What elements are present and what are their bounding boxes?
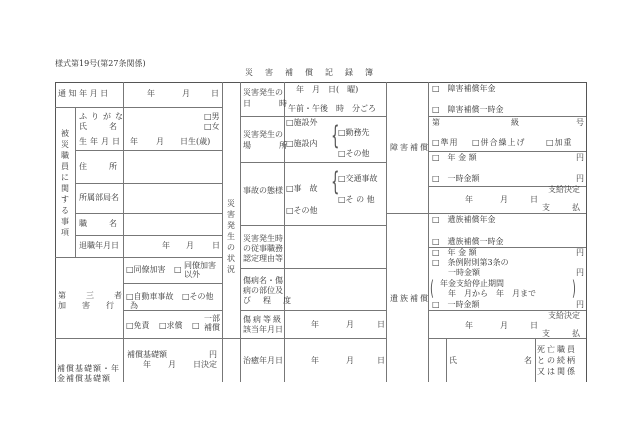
grid-line bbox=[535, 338, 536, 382]
name-label: 氏 名 bbox=[79, 122, 119, 131]
base-label-2: 金補償基礎額 bbox=[57, 374, 111, 383]
tp-partial-label: 一部補償 bbox=[204, 314, 220, 332]
pay-decision-label: 支給決定 bbox=[548, 185, 580, 194]
cure-date-year[interactable]: 年 bbox=[311, 356, 319, 365]
grid-line bbox=[55, 338, 222, 339]
base-value-unit: 円 bbox=[209, 350, 217, 359]
bracket-right-icon: ) bbox=[571, 276, 576, 300]
grid-line bbox=[75, 235, 222, 236]
grade-date-month[interactable]: 月 bbox=[346, 320, 354, 329]
recipient-name-label: 氏 bbox=[449, 356, 457, 365]
dis-annual-checkbox[interactable]: □ 年 金 額 bbox=[432, 153, 477, 162]
grid-line bbox=[586, 82, 587, 382]
grade-merge-checkbox[interactable]: □併合繰上げ bbox=[472, 138, 526, 147]
sur-pay-month[interactable]: 月 bbox=[500, 321, 508, 330]
grid-line bbox=[222, 82, 223, 382]
grid-line bbox=[240, 310, 386, 311]
base-value-label: 補償基礎額 bbox=[127, 350, 167, 359]
third-party-label: 第 三 者 bbox=[58, 291, 128, 300]
dis-lumpsum-checkbox[interactable]: □ 一時金額 bbox=[432, 174, 480, 183]
mode-accident-checkbox[interactable]: □事 故 bbox=[286, 184, 318, 193]
base-label-1: 補償基礎額・年 bbox=[57, 364, 120, 373]
grid-line bbox=[428, 116, 586, 117]
duty-label-3: 認定理由等 bbox=[243, 254, 283, 263]
notice-date-month[interactable]: 月 bbox=[182, 89, 190, 98]
yen-unit: 円 bbox=[576, 174, 584, 183]
mode-other-sub-checkbox[interactable]: □そ の 他 bbox=[338, 195, 375, 204]
incident-group-label: 災害発生の状況 bbox=[227, 199, 235, 274]
cure-date-month[interactable]: 月 bbox=[346, 356, 354, 365]
grade-prefix: 第 bbox=[432, 118, 440, 127]
place-label: 災害発生の bbox=[243, 130, 283, 139]
place-label-2: 場 所 bbox=[243, 141, 291, 150]
grid-line bbox=[123, 283, 222, 284]
retire-month[interactable]: 月 bbox=[186, 241, 194, 250]
sur-pension-checkbox[interactable]: □ 遺族補償年金 bbox=[432, 215, 496, 224]
furigana-label: ふりがな bbox=[79, 112, 127, 121]
grade-mid: 級 bbox=[511, 118, 519, 127]
grade-date-label: 傷病等級 bbox=[243, 315, 283, 324]
sur-pay-year[interactable]: 年 bbox=[465, 321, 473, 330]
mode-other-checkbox[interactable]: □その他 bbox=[286, 206, 318, 215]
position-label: 職 名 bbox=[79, 219, 119, 228]
tp-non-colleague-label: 同僚加害以外 bbox=[184, 261, 216, 279]
grid-line bbox=[75, 213, 222, 214]
gender-male-checkbox[interactable]: □男 bbox=[204, 112, 220, 121]
injury-label-2: 病の部位及 bbox=[243, 286, 283, 295]
tp-car-accident-checkbox[interactable]: □自動車事故 bbox=[126, 292, 174, 301]
sur-ordinance-checkbox[interactable]: □ 条例附則第3条の bbox=[432, 258, 509, 267]
injury-label-3: び 程 度 bbox=[243, 296, 293, 305]
grid-line bbox=[123, 82, 124, 382]
sur-pay-day[interactable]: 日 bbox=[530, 321, 538, 330]
datetime-time-value[interactable]: 午前・午後 時 分ごろ bbox=[288, 104, 376, 113]
grid-line bbox=[428, 151, 586, 152]
place-outside-checkbox[interactable]: □施設外 bbox=[286, 118, 318, 127]
notice-date-year[interactable]: 年 bbox=[147, 89, 155, 98]
recipient-name-label-2: 名 bbox=[524, 356, 532, 365]
address-label: 住 所 bbox=[79, 162, 119, 171]
dis-lump-checkbox[interactable]: □ 障害補償一時金 bbox=[432, 105, 504, 114]
mode-traffic-checkbox[interactable]: □交通事故 bbox=[338, 174, 378, 183]
injury-label: 傷病名・傷 bbox=[243, 276, 283, 285]
dept-label: 所属部局名 bbox=[79, 193, 119, 202]
base-decision-year[interactable]: 年 bbox=[143, 360, 151, 369]
notice-date-label: 通 知 年 月 日 bbox=[58, 89, 109, 98]
dis-pension-checkbox[interactable]: □ 障害補償年金 bbox=[432, 84, 496, 93]
yen-unit: 円 bbox=[576, 248, 584, 257]
tp-exempt-checkbox[interactable]: □免責 bbox=[126, 321, 150, 330]
birth-month[interactable]: 月 bbox=[156, 137, 164, 146]
sur-lump-checkbox[interactable]: □ 遺族補償一時金 bbox=[432, 237, 504, 246]
brace-icon: { bbox=[331, 167, 340, 197]
place-other-checkbox[interactable]: □その他 bbox=[338, 149, 370, 158]
relation-label-3: 又は関係 bbox=[537, 367, 577, 376]
yen-unit: 円 bbox=[576, 300, 584, 309]
base-decision-month[interactable]: 月 bbox=[168, 360, 176, 369]
dis-pay-day[interactable]: 日 bbox=[530, 195, 538, 204]
brace-icon: { bbox=[331, 121, 340, 151]
base-decision-day[interactable]: 日決定 bbox=[193, 360, 217, 369]
pay-decision-label: 支給決定 bbox=[548, 311, 580, 320]
retire-day[interactable]: 日 bbox=[212, 241, 220, 250]
survivor-label: 遺族補償 bbox=[390, 294, 430, 303]
grid-line bbox=[240, 268, 386, 269]
suspend-label: 年金支給停止期間 bbox=[440, 279, 504, 288]
place-workplace-checkbox[interactable]: □勤務先 bbox=[338, 128, 370, 137]
tp-partial-box[interactable]: □ bbox=[192, 321, 200, 330]
yen-unit: 円 bbox=[576, 153, 584, 162]
grid-line bbox=[55, 82, 56, 382]
tp-other-checkbox[interactable]: □その他 bbox=[182, 292, 214, 301]
grid-line bbox=[55, 82, 586, 83]
pay-done-label: 支 払 bbox=[542, 203, 582, 212]
grid-line bbox=[240, 82, 241, 382]
gender-female-checkbox[interactable]: □女 bbox=[204, 122, 220, 131]
grade-apply-checkbox[interactable]: □準用 bbox=[432, 138, 459, 147]
grid-line bbox=[240, 162, 386, 163]
birth-label: 生年月日 bbox=[79, 137, 123, 146]
grade-date-year[interactable]: 年 bbox=[311, 320, 319, 329]
grid-line bbox=[284, 82, 285, 382]
cure-date-label: 治癒年月日 bbox=[243, 356, 283, 365]
duty-label-2: の従事職務 bbox=[243, 244, 283, 253]
bracket-left-icon: ( bbox=[429, 276, 434, 300]
form-id: 様式第19号(第27条関係) bbox=[55, 59, 146, 68]
grid-line bbox=[222, 338, 386, 339]
datetime-label: 災害発生の bbox=[243, 88, 283, 97]
tp-claim-checkbox[interactable]: □求償 bbox=[159, 321, 183, 330]
datetime-label-2: 日 時 bbox=[243, 99, 291, 108]
tp-non-colleague-box[interactable]: □ bbox=[174, 265, 182, 274]
datetime-date-value[interactable]: 年 月 日( 曜) bbox=[296, 85, 359, 94]
sur-ordinance-label: 一時金額 bbox=[448, 268, 480, 277]
grade-date-day[interactable]: 日 bbox=[377, 320, 385, 329]
third-party-label-2: 加 害 行 為 bbox=[58, 301, 142, 310]
cure-date-day[interactable]: 日 bbox=[377, 356, 385, 365]
birth-year[interactable]: 年 bbox=[130, 137, 138, 146]
retire-label: 退職年月日 bbox=[79, 241, 119, 250]
grade-add-checkbox[interactable]: □加重 bbox=[546, 138, 573, 147]
place-inside-checkbox[interactable]: □施設内 bbox=[286, 139, 318, 148]
relation-label-2: との続柄 bbox=[537, 356, 577, 365]
pay-done-label: 支 払 bbox=[542, 329, 582, 338]
notice-date-day[interactable]: 日 bbox=[211, 89, 219, 98]
retire-year[interactable]: 年 bbox=[162, 241, 170, 250]
birth-day-age[interactable]: 日生(歳) bbox=[180, 137, 211, 146]
mode-label: 事故の態様 bbox=[243, 186, 283, 195]
grid-line bbox=[75, 150, 222, 151]
grid-line bbox=[55, 107, 222, 108]
grid-line bbox=[240, 225, 386, 226]
grade-date-label-2: 該当年月日 bbox=[243, 325, 283, 334]
grid-line bbox=[446, 338, 447, 382]
tp-colleague-checkbox[interactable]: □同僚加害 bbox=[126, 265, 166, 274]
sur-annual-checkbox[interactable]: □ 年 金 額 bbox=[432, 248, 477, 257]
yen-unit: 円 bbox=[576, 268, 584, 277]
page-title: 災 害 補 償 記 録 簿 bbox=[245, 68, 375, 77]
grid-line bbox=[75, 183, 222, 184]
grid-line bbox=[55, 257, 222, 258]
relation-label: 死亡職員 bbox=[537, 345, 577, 354]
grid-line bbox=[386, 82, 387, 382]
duty-label: 災害発生時 bbox=[243, 234, 283, 243]
dis-pay-month[interactable]: 月 bbox=[500, 195, 508, 204]
grid-line bbox=[386, 213, 586, 214]
victim-group-label: 被災職員に関する事項 bbox=[61, 129, 69, 237]
grade-suffix: 号 bbox=[576, 118, 584, 127]
grid-line bbox=[428, 82, 429, 382]
suspend-period[interactable]: 年 月から 年 月まで bbox=[448, 289, 536, 298]
disability-label: 障害補償 bbox=[390, 143, 430, 152]
dis-pay-year[interactable]: 年 bbox=[465, 195, 473, 204]
grid-line bbox=[240, 116, 386, 117]
sur-lumpsum-checkbox[interactable]: □ 一時金額 bbox=[432, 300, 480, 309]
